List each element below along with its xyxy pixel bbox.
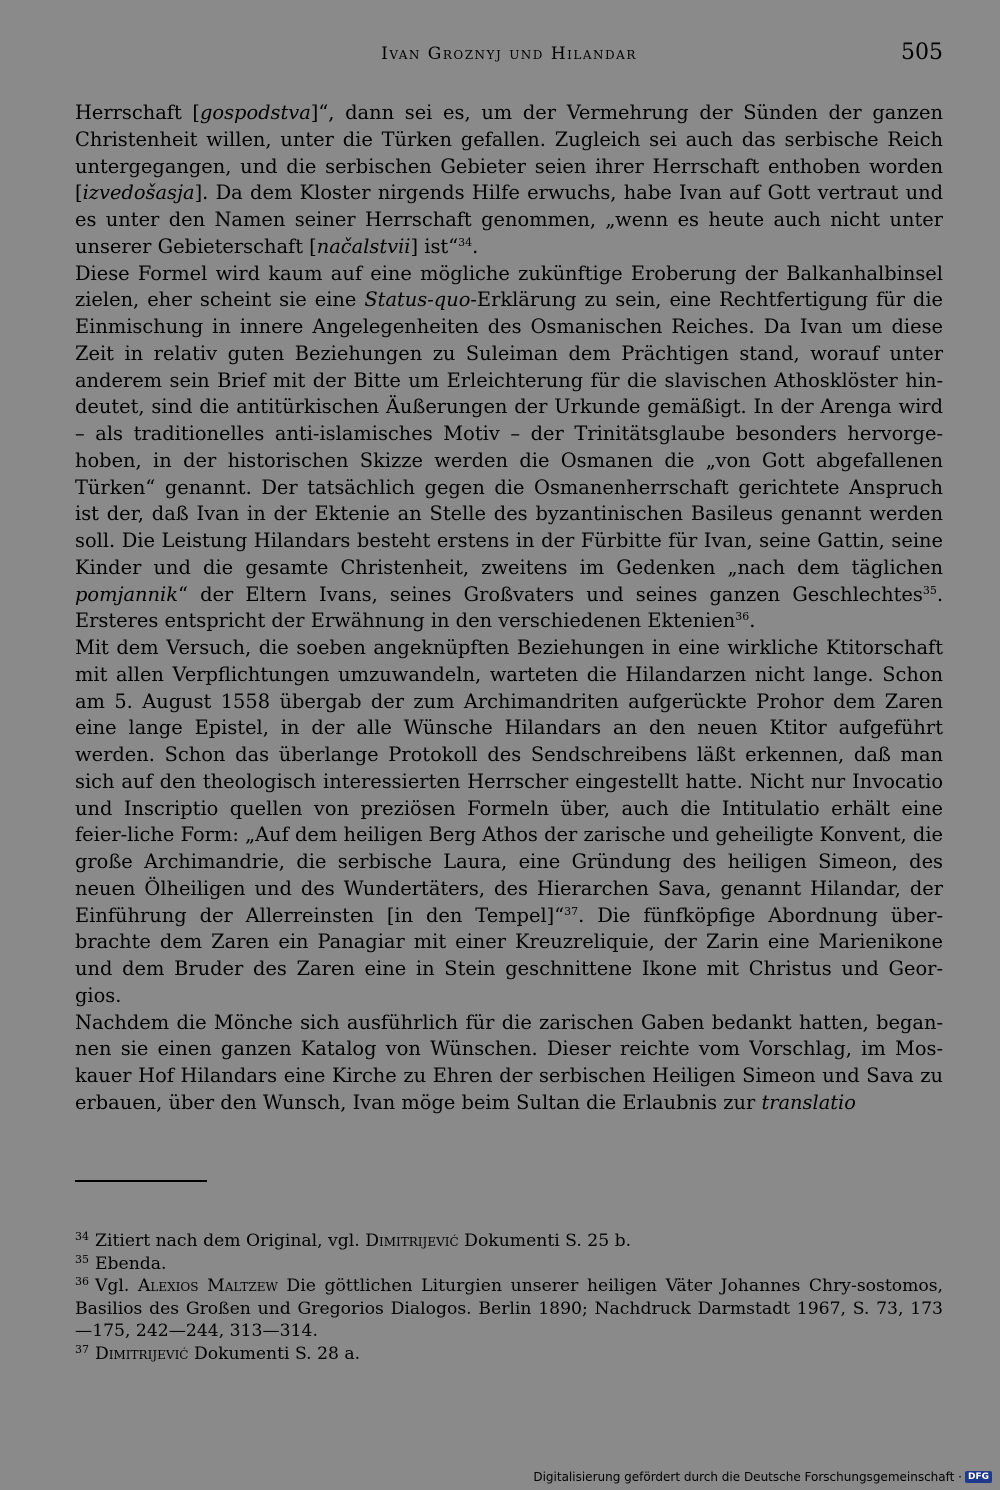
footnote-number: 37	[75, 1342, 89, 1356]
paragraph	[75, 1010, 943, 1117]
italic-term: Status-quo	[364, 288, 471, 312]
text-run: . Ersteres entspricht der Erwähnung in den verschiedenen Ektenien	[75, 582, 943, 633]
italic-term: izvedošasja	[82, 181, 195, 205]
running-title: Ivan Groznyj und Hilandar	[381, 44, 637, 64]
text-run: ]. Da dem Kloster nirgends Hilfe erwuchs, habe Ivan auf Gott vertraut und es unter den Namen seiner Herrschaft genommen, „wenn es heute auch nicht unter unserer Gebieterschaft [	[75, 181, 943, 258]
italic-term: gospodstva	[200, 101, 311, 124]
text-run: Mit dem Versuch, die soeben angeknüpften Beziehungen in eine wirkliche Ktitorschaft mit allen Verpflichtungen umzuwandeln, warteten die Hilandarzen nicht lange. Schon am 5. August 1558 übergab der zum Archimandriten aufgerückte Prohor dem Zaren eine lange Epistel, in der alle Wünsche Hilandars an den neuen Ktitor aufgeführt werden. Schon das überlange Protokoll des Sendschreibens läßt erkennen, daß man sich auf den theologisch interessierten Herrscher eingestellt hatte. Nicht nur Invocatio und Inscriptio quellen von preziösen Formeln über, auch die Intitulatio erhält eine feier-liche Form: „Auf dem heiligen Berg Athos der zarische und geheiligte Konvent, die große Archimandrie, die serbische Laura, eine Gründung des heiligen Simeon, des neuen Ölheiligen und des Wundertäters, des Hierarchen Sava, genannt Hilandar, der Einführung der Allerreinsten [in den Tempel]“	[75, 636, 943, 927]
footnote-ref: 34	[458, 235, 473, 249]
author-name: Alexios Maltzew	[138, 1276, 278, 1296]
body-text	[75, 100, 943, 1117]
credit-text: Digitalisierung gefördert durch die Deutsche Forschungsgemeinschaft ·	[533, 1470, 962, 1484]
paragraph	[75, 635, 943, 1010]
footnote-text: Zitiert nach dem Original, vgl.	[95, 1231, 366, 1251]
author-name: Dimitrijević	[95, 1343, 189, 1364]
author-name: Dimitrijević	[365, 1231, 459, 1251]
page-number: 505	[901, 40, 943, 65]
text-run: .	[472, 234, 479, 258]
footnote-text: Ebenda.	[95, 1253, 167, 1274]
footnote-ref: 35	[922, 583, 937, 597]
text-run: .	[749, 609, 756, 633]
digitization-credit	[533, 1470, 992, 1484]
text-run: ]“, dann sei es, um der Vermehrung der Sünden der ganzen Christenheit willen, unter die Türken gefallen. Zugleich sei auch das serbische Reich untergegangen, und die serbischen Gebieter seien ihrer Herrschaft enthoben worden [	[75, 101, 943, 205]
footnote-text: Die göttlichen Liturgien unserer heiligen Väter Johannes Chry-sostomos, Basilios des Großen und Gregorios Dialogos. Berlin 1890; Nachdruck Darmstadt 1967, S. 73, 173—175, 242—244, 313—314.	[75, 1276, 943, 1341]
text-run: . Die fünfköpfige Abordnung über-brachte dem Zaren ein Panagiar mit einer Kreuzreliquie, der Zarin eine Marienikone und dem Bruder des Zaren eine in Stein geschnittene Ikone mit Christus und Geor-gios.	[75, 903, 943, 1007]
footnote-text: Vgl.	[95, 1276, 138, 1296]
paragraph	[75, 261, 943, 636]
text-run: -Erklärung zu sein, eine Rechtfertigung für die Einmischung in innere Angelegenheiten des Osmanischen Reiches. Da Ivan um diese Zeit in relativ guten Beziehungen zu Suleiman dem Prächtigen stand, worauf unter anderem sein Brief mit der Bitte um Erleichterung für die slavischen Athosklöster hin-deutet, sind die antitürkischen Äußerungen der Urkunde gemäßigt. In der Arenga wird – als traditionelles anti-islamisches Motiv – der Trinitätsglaube besonders hervorge-hoben, in der historischen Skizze werden die Osmanen die „von Gott abgefallenen Türken“ genannt. Der tatsächlich gegen die Osmanenherrschaft gerichtete Anspruch ist der, daß Ivan in der Ektenie an Stelle des byzantinischen Basileus genannt werden soll. Die Leistung Hilandars besteht erstens in der Fürbitte für Ivan, seine Gattin, seine Kinder und die gesamte Christenheit, zweitens im Gedenken „nach dem täglichen	[75, 288, 943, 579]
italic-term: načalstvii	[316, 234, 411, 258]
footnote-text: Dokumenti S. 28 a.	[188, 1343, 361, 1364]
footnote	[75, 1230, 943, 1253]
italic-term: translatio	[761, 1090, 856, 1114]
footnote-rule	[75, 1180, 207, 1182]
footnote-text: Dokumenti S. 25 b.	[458, 1231, 632, 1251]
footnote	[75, 1275, 943, 1343]
footnote-number: 35	[75, 1252, 89, 1266]
footnote	[75, 1253, 943, 1276]
footnote-ref: 36	[735, 610, 750, 624]
text-run: ] ist“	[410, 234, 459, 258]
footnote	[75, 1343, 943, 1366]
italic-term: pomjannik	[75, 582, 178, 606]
running-head	[75, 40, 943, 70]
footnote-number: 34	[75, 1230, 89, 1243]
dfg-logo-icon: DFG	[965, 1471, 992, 1483]
text-run: Diese Formel wird kaum auf eine mögliche zukünftige Eroberung der Balkanhalbinsel zielen, eher scheint sie eine	[75, 261, 943, 312]
footnote-ref: 37	[564, 904, 579, 918]
text-run: Herrschaft [	[75, 101, 200, 124]
paragraph	[75, 100, 943, 261]
text-run: “ der Eltern Ivans, seines Großvaters und seines ganzen Geschlechtes	[177, 582, 923, 606]
text-run: Nachdem die Mönche sich ausführlich für die zarischen Gaben bedankt hatten, began-nen sie einen ganzen Katalog von Wünschen. Dieser reichte vom Vorschlag, im Mos-kauer Hof Hilandars eine Kirche zu Ehren der serbischen Heiligen Simeon und Sava zu erbauen, über den Wunsch, Ivan möge beim Sultan die Erlaubnis zur	[75, 1010, 943, 1114]
footnote-number: 36	[75, 1275, 89, 1288]
footnotes	[75, 1230, 943, 1365]
